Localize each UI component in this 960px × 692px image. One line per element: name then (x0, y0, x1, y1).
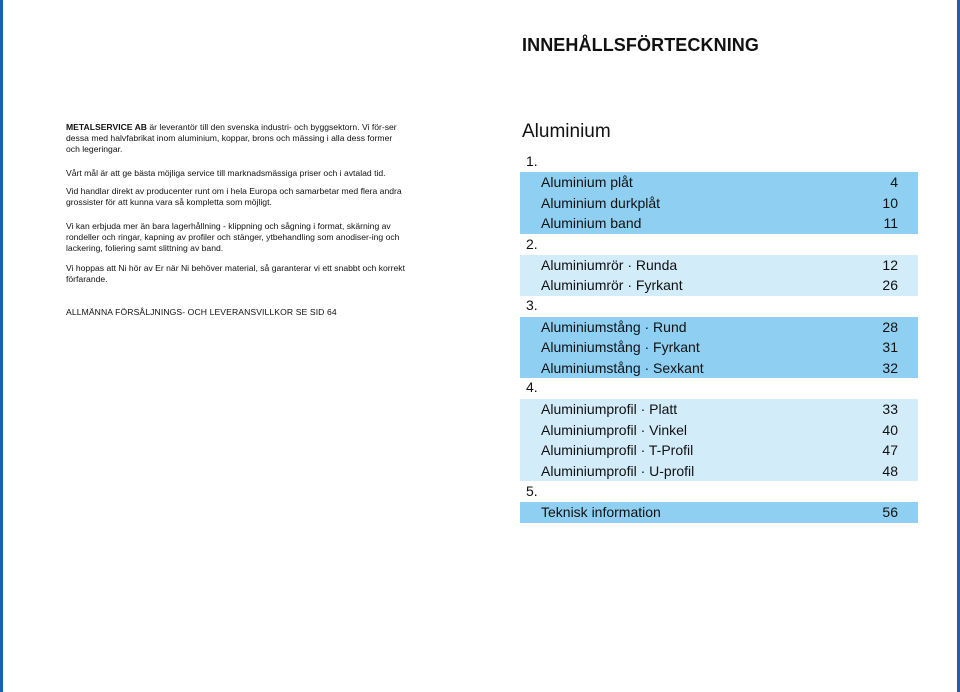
intro-paragraph-2: Vårt mål är att ge bästa möjliga service till marknadsmässiga priser och i avtalad tid. (66, 168, 386, 178)
toc-entry-label: Aluminiumrör · Fyrkant (541, 277, 683, 294)
toc-entry-label: Aluminium plåt (541, 174, 633, 191)
toc-entry-page: 11 (883, 215, 898, 232)
toc-entry-label: Aluminiumprofil · T-Profil (541, 442, 694, 459)
toc-group-number: 5. (526, 483, 538, 499)
toc-entry-label: Aluminiumstång · Fyrkant (541, 339, 700, 356)
toc-entry[interactable] (520, 172, 918, 193)
toc-entry-page: 31 (882, 339, 898, 356)
toc-entry[interactable] (520, 399, 918, 420)
toc-entry-page: 40 (882, 421, 898, 438)
toc-entry-page: 48 (882, 463, 898, 480)
intro-paragraph-1 (66, 122, 406, 155)
toc-group-number: 3. (526, 297, 538, 313)
toc-entry-page: 28 (882, 318, 898, 335)
toc-entry-label: Aluminiumrör · Runda (541, 256, 678, 273)
toc-heading: Aluminium (522, 121, 611, 142)
toc-entry-page: 56 (882, 504, 898, 521)
toc-entry[interactable] (520, 440, 918, 461)
terms-note: ALLMÄNNA FÖRSÅLJNINGS- OCH LEVERANSVILLKOR SE SID 64 (66, 307, 337, 317)
toc-entry-page: 26 (882, 277, 898, 294)
toc-group-number: 1. (526, 153, 538, 169)
toc-entry[interactable] (520, 502, 918, 523)
toc-entry[interactable] (520, 420, 918, 441)
toc-entry-label: Aluminium band (541, 215, 642, 232)
toc-entry[interactable] (520, 461, 918, 482)
toc-entry[interactable] (520, 193, 918, 214)
toc-entry[interactable] (520, 317, 918, 338)
toc-group-number: 2. (526, 236, 538, 252)
toc-entry-page: 47 (882, 442, 898, 459)
toc-entry-page: 10 (882, 194, 898, 211)
toc-entry-label: Aluminiumprofil · Vinkel (541, 421, 688, 438)
left-edge-stripe (0, 0, 3, 692)
toc-entry[interactable] (520, 337, 918, 358)
toc-entry-label: Aluminiumprofil · Platt (541, 401, 678, 418)
intro-paragraph-4: Vi kan erbjuda mer än bara lagerhållning - klippning och sågning i format, skärning av rondeller och ringar, kapning av profiler och stänger, ytbehandling som anodiser-ing och lackering, foliering samt slittning av band. (66, 221, 400, 253)
toc-group-number: 4. (526, 379, 538, 395)
toc-entry[interactable] (520, 275, 918, 296)
toc-entry[interactable] (520, 358, 918, 379)
toc-entry-page: 4 (890, 174, 898, 191)
toc-entry-label: Aluminium durkplåt (541, 194, 661, 211)
company-name: METALSERVICE AB (66, 122, 148, 132)
page-title: INNEHÅLLSFÖRTECKNING (522, 35, 759, 55)
toc-entry-label: Aluminiumprofil · U-profil (541, 463, 695, 480)
intro-paragraph-5: Vi hoppas att Ni hör av Er när Ni behöver material, så garanterar vi ett snabbt och korrekt förfarande. (66, 263, 405, 284)
toc-entry-label: Aluminiumstång · Sexkant (541, 359, 704, 376)
toc-entry-page: 32 (882, 359, 898, 376)
toc-entry-label: Aluminiumstång · Rund (541, 318, 687, 335)
toc-entry-page: 12 (882, 256, 898, 273)
toc-entry-label: Teknisk information (541, 504, 661, 521)
toc-entry-page: 33 (882, 401, 898, 418)
toc-entry[interactable] (520, 213, 918, 234)
intro-paragraph-3: Vid handlar direkt av producenter runt om i hela Europa och samarbetar med flera andra grossister för att kunna vara så kompletta som möjligt. (66, 186, 402, 207)
intro-paragraph-1-text: är leverantör till den svenska industri- och byggsektorn. Vi för-ser dessa med halvfabrikat inom aluminium, koppar, brons och mässing i alla dess former och legeringar. (66, 122, 397, 154)
toc-entry[interactable] (520, 255, 918, 276)
